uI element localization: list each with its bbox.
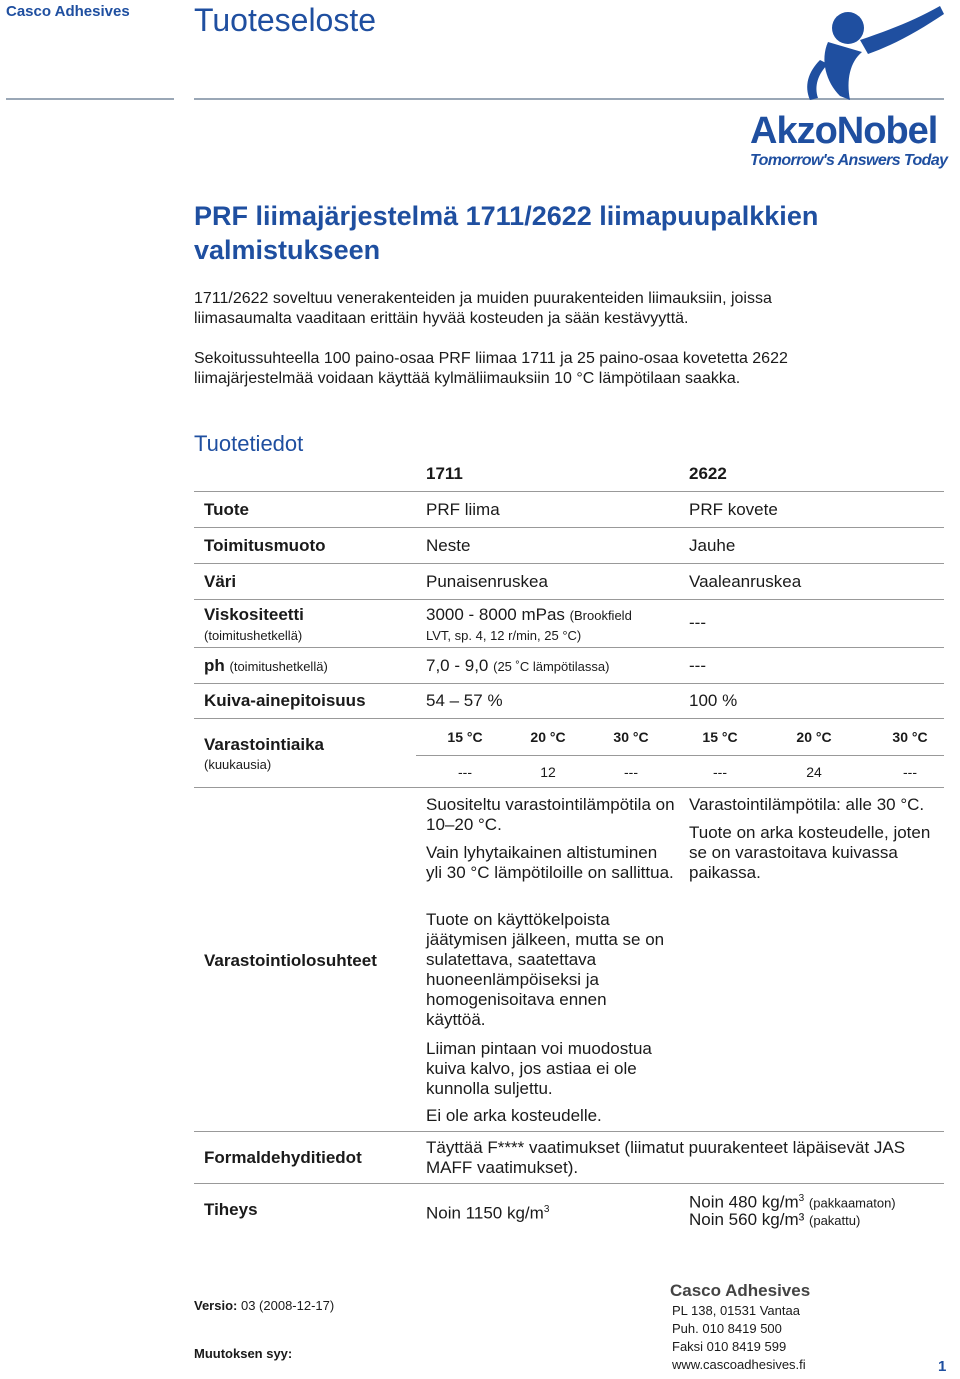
footer-phone: Puh. 010 8419 500 [672, 1321, 782, 1336]
row-label-toimitusmuoto: Toimitusmuoto [204, 536, 326, 555]
storage-temp-20-2622: 20 °C [796, 729, 832, 745]
olosuhteet-1711-p3: Tuote on käyttökelpoista jäätymisen jälkeen, mutta se on sulatettava, saatettava huoneenlämpöiseksi ja homogenisoitava ennen käyttöä. [426, 910, 665, 1029]
ph-sublabel: (toimitushetkellä) [229, 659, 328, 674]
ph-note: (25 ˚C lämpötilassa) [493, 659, 610, 674]
cell-tuote-2622: PRF kovete [689, 500, 778, 519]
table-divider [194, 563, 944, 564]
footer-website: www.cascoadhesives.fi [672, 1357, 806, 1372]
viskositeetti-value: 3000 - 8000 mPas [426, 605, 565, 624]
viskositeetti-note-2: LVT, sp. 4, 12 r/min, 25 °C) [426, 628, 582, 643]
footer-address: PL 138, 01531 Vantaa [672, 1303, 800, 1318]
row-label-ph [204, 656, 328, 677]
cell-tuote-1711: PRF liima [426, 500, 500, 519]
intro-line-4: liimajärjestelmää voidaan käyttää kylmäliimauksiin 10 °C lämpötilaan saakka. [194, 370, 741, 387]
storage-months-30-2622: --- [903, 764, 917, 780]
olosuhteet-1711-p1: Suositeltu varastointilämpötila on 10–20 °C. [426, 795, 675, 834]
table-divider [416, 755, 944, 756]
tiheys-1711-sup: 3 [543, 1204, 550, 1215]
table-divider [194, 1183, 944, 1184]
col-head-2622: 2622 [689, 464, 727, 483]
table-divider [194, 491, 944, 492]
intro-line-1: 1711/2622 soveltuu venerakenteiden ja muiden puurakenteiden liimauksiin, joissa [194, 290, 772, 307]
row-sublabel-varastointiaika: (kuukausia) [204, 757, 272, 772]
row-label-tuote: Tuote [204, 500, 250, 519]
cell-viskositeetti-1711 [426, 605, 632, 626]
ph-value: 7,0 - 9,0 [426, 656, 489, 675]
cell-tiheys-1711 [426, 1200, 549, 1224]
row-label-vari: Väri [204, 572, 237, 591]
storage-months-20-2622: 24 [806, 764, 822, 780]
storage-temp-15-2622: 15 °C [702, 729, 738, 745]
col-head-1711: 1711 [426, 464, 463, 483]
table-divider [194, 1131, 944, 1132]
olosuhteet-2622-p2: Tuote on arka kosteudelle, joten se on varastoitava kuivassa paikassa. [689, 823, 931, 882]
tiheys-2622-value-1: Noin 480 kg/m [689, 1192, 799, 1212]
cell-tiheys-2622-line2 [689, 1210, 860, 1231]
tiheys-1711-value: Noin 1150 kg/m [426, 1203, 544, 1223]
row-label-tiheys: Tiheys [204, 1200, 258, 1219]
akzonobel-wordmark: AkzoNobel [750, 110, 938, 152]
formaldehydi-text: Täyttää F**** vaatimukset (liimatut puurakenteet läpäisevät JAS MAFF vaatimukset). [426, 1138, 906, 1177]
tiheys-2622-note-1: (pakkaamaton) [808, 1195, 896, 1211]
row-label-olosuhteet: Varastointiolosuhteet [204, 951, 377, 970]
header-divider-left [6, 98, 174, 100]
row-label-formaldehydi: Formaldehyditiedot [204, 1148, 362, 1167]
olosuhteet-1711-p2: Vain lyhytaikainen altistuminen yli 30 °C lämpötiloille on sallittua. [426, 843, 674, 882]
change-reason-label: Muutoksen syy: [194, 1346, 293, 1361]
table-divider [194, 718, 944, 719]
cell-kuiva-2622: 100 % [689, 691, 738, 710]
row-label-varastointiaika: Varastointiaika [204, 735, 325, 754]
cell-vari-1711: Punaisenruskea [426, 572, 548, 591]
section-title-product-info: Tuotetiedot [194, 431, 304, 456]
tiheys-2622-note-2: (pakattu) [809, 1213, 861, 1228]
table-divider [194, 647, 944, 648]
viskositeetti-note: (Brookfield [569, 608, 632, 623]
storage-months-20-1711: 12 [540, 764, 556, 780]
storage-months-30-1711: --- [624, 764, 638, 780]
cell-kuiva-1711: 54 – 57 % [426, 691, 503, 710]
storage-months-15-2622: --- [713, 764, 727, 780]
row-label-viskositeetti: Viskositeetti [204, 605, 304, 624]
storage-temp-30-2622: 30 °C [892, 729, 928, 745]
cell-ph-1711 [426, 656, 609, 677]
olosuhteet-1711-p5: Ei ole arka kosteudelle. [426, 1106, 602, 1125]
olosuhteet-1711-p4: Liiman pintaan voi muodostua kuiva kalvo, jos astiaa ei ole kunnolla suljettu. [426, 1039, 652, 1098]
table-divider [194, 683, 944, 684]
cell-ph-2622: --- [689, 656, 706, 675]
table-divider [194, 787, 944, 788]
cell-toimitusmuoto-1711: Neste [426, 536, 471, 555]
storage-months-15-1711: --- [458, 764, 472, 780]
document-title: PRF liimajärjestelmä 1711/2622 liimapuupalkkien valmistukseen [194, 201, 819, 265]
intro-line-2: liimasaumalta vaaditaan erittäin hyvää kosteuden ja sään kestävyyttä. [194, 310, 689, 327]
footer-fax: Faksi 010 8419 599 [672, 1339, 787, 1354]
storage-temp-15-1711: 15 °C [447, 729, 483, 745]
page-number: 1 [938, 1358, 947, 1375]
brand-name-small: Casco Adhesives [6, 3, 130, 20]
row-sublabel-viskositeetti: (toimitushetkellä) [204, 628, 303, 643]
intro-line-3: Sekoitussuhteella 100 paino-osaa PRF liimaa 1711 ja 25 paino-osaa kovetetta 2622 [194, 350, 788, 367]
cell-viskositeetti-2622: --- [689, 613, 706, 632]
version-value: 03 (2008-12-17) [240, 1298, 335, 1313]
storage-temp-20-1711: 20 °C [530, 729, 566, 745]
version-label: Versio: [194, 1298, 238, 1313]
row-label-kuiva: Kuiva-ainepitoisuus [204, 691, 366, 710]
footer-company-name: Casco Adhesives [670, 1281, 811, 1300]
table-divider [194, 527, 944, 528]
cell-toimitusmuoto-2622: Jauhe [689, 536, 736, 555]
table-divider [194, 599, 944, 600]
ph-label: ph [204, 656, 225, 675]
akzonobel-tagline: Tomorrow's Answers Today [750, 152, 948, 169]
olosuhteet-2622-p1: Varastointilämpötila: alle 30 °C. [689, 795, 925, 814]
footer-version [194, 1298, 334, 1313]
storage-temp-30-1711: 30 °C [613, 729, 649, 745]
cell-vari-2622: Vaaleanruskea [689, 572, 802, 591]
tiheys-2622-value-2: Noin 560 kg/m³ [689, 1210, 805, 1229]
tiheys-2622-sup: 3 [798, 1193, 805, 1204]
document-type-heading: Tuoteseloste [194, 2, 377, 38]
